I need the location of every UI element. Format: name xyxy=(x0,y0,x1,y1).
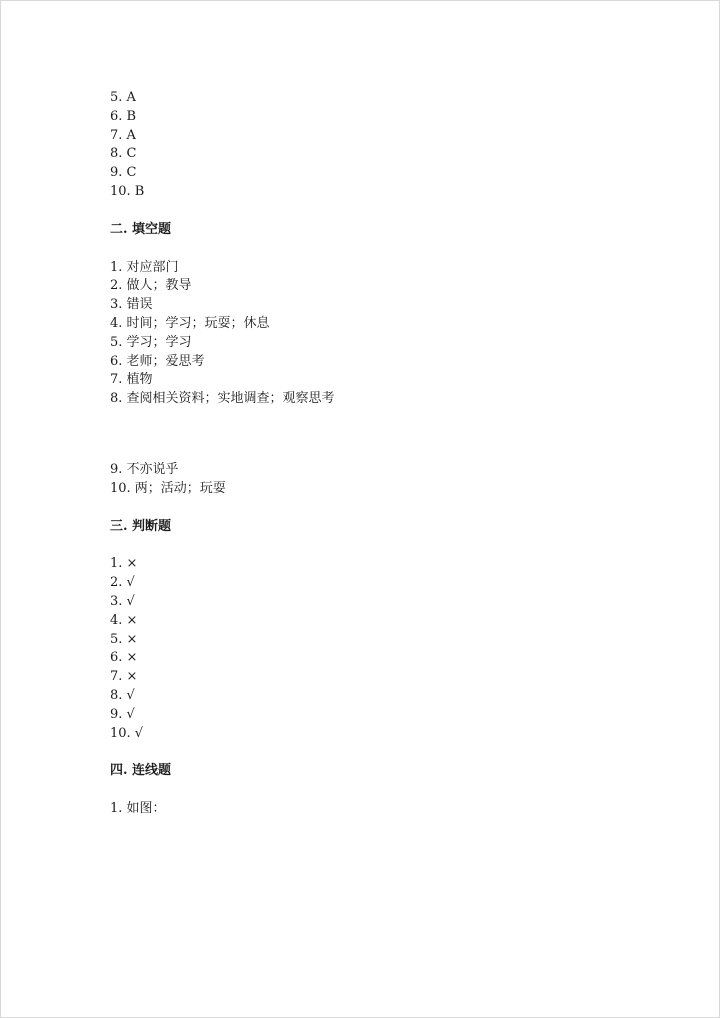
answer-content xyxy=(110,89,630,819)
answer-line: 1. 对应部门 xyxy=(110,259,179,275)
answer-line: 3. √ xyxy=(110,593,135,609)
answer-line: 7. × xyxy=(110,669,138,685)
answer-line: 6. × xyxy=(110,650,138,666)
answer-line: 5. A xyxy=(110,90,136,105)
section-heading-matching: 四. 连线题 xyxy=(110,763,172,779)
section-heading-fill-blank: 二. 填空题 xyxy=(110,221,172,237)
section-heading-true-false: 三. 判断题 xyxy=(110,518,172,534)
answer-line: 1. 如图： xyxy=(110,801,166,817)
true-false-answers-list xyxy=(110,555,630,743)
answer-line: 10. B xyxy=(110,183,145,199)
choice-answers-list xyxy=(110,89,630,202)
answer-line: 5. × xyxy=(110,631,138,647)
fill-blank-answers-list xyxy=(110,259,630,499)
answer-line: 9. C xyxy=(110,165,137,181)
answer-line: 2. 做人；教导 xyxy=(110,278,192,294)
answer-line: 8. √ xyxy=(110,687,135,703)
answer-line: 8. 查阅相关资料；实地调查；观察思考 xyxy=(110,391,335,407)
matching-answers-list xyxy=(110,800,630,819)
answer-line: 10. 两；活动；玩耍 xyxy=(110,480,226,496)
answer-line: 6. B xyxy=(110,108,137,124)
answer-line: 1. × xyxy=(110,556,138,572)
answer-line: 4. × xyxy=(110,612,138,628)
answer-line: 9. 不亦说乎 xyxy=(110,461,179,477)
answer-line: 4. 时间；学习；玩耍；休息 xyxy=(110,315,270,331)
answer-line: 8. C xyxy=(110,146,137,162)
answer-line: 7. A xyxy=(110,127,136,143)
answer-line: 7. 植物 xyxy=(110,372,153,388)
answer-line: 5. 学习；学习 xyxy=(110,334,192,350)
answer-line: 9. √ xyxy=(110,706,135,722)
answer-line: 10. √ xyxy=(110,725,144,741)
answer-line: 6. 老师；爱思考 xyxy=(110,353,205,369)
answer-line: 2. √ xyxy=(110,575,135,591)
answer-line: 3. 错误 xyxy=(110,297,153,313)
